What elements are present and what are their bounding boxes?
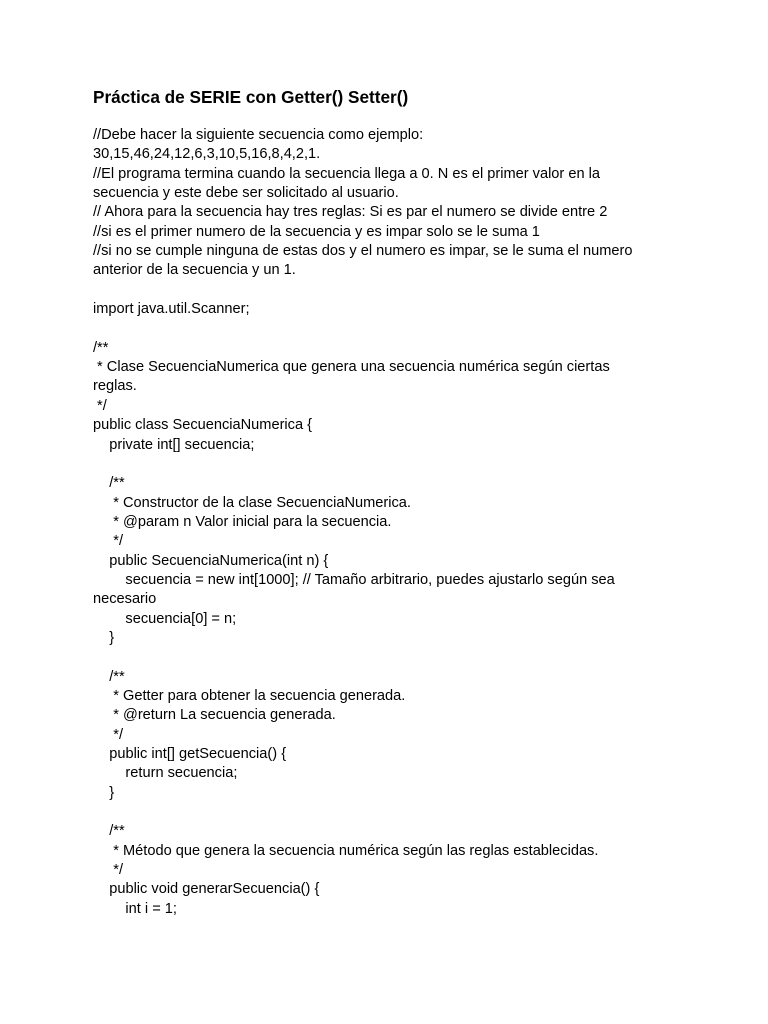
text-line <box>93 648 693 667</box>
text-line: secuencia y este debe ser solicitado al usuario. <box>93 185 399 202</box>
text-line: * @return La secuencia generada. <box>93 707 336 724</box>
text-line: //si no se cumple ninguna de estas dos y el numero es impar, se le suma el numero <box>93 243 633 260</box>
text-line <box>93 803 693 822</box>
text-line: // Ahora para la secuencia hay tres reglas: Si es par el numero se divide entre 2 <box>93 204 608 221</box>
text-line: /** <box>93 475 125 492</box>
text-line: public SecuenciaNumerica(int n) { <box>93 552 329 569</box>
text-line: //El programa termina cuando la secuencia llega a 0. N es el primer valor en la <box>93 165 600 182</box>
text-line: anterior de la secuencia y un 1. <box>93 262 296 279</box>
text-line: public int[] getSecuencia() { <box>93 746 287 762</box>
text-line <box>93 281 693 300</box>
text-line: /** <box>93 823 125 840</box>
text-line: //Debe hacer la siguiente secuencia como ejemplo: <box>93 127 424 143</box>
text-line: necesario <box>93 591 157 608</box>
text-line: //si es el primer numero de la secuencia y es impar solo se le suma 1 <box>93 223 540 240</box>
text-line: } <box>93 629 115 646</box>
text-line: */ <box>93 533 124 550</box>
text-line <box>93 319 693 338</box>
text-line: * Clase SecuenciaNumerica que genera una secuencia numérica según ciertas <box>93 359 610 376</box>
text-line: * @param n Valor inicial para la secuencia. <box>93 513 392 530</box>
page-title: Práctica de SERIE con Getter() Setter() <box>93 87 409 107</box>
text-line: private int[] secuencia; <box>93 436 255 453</box>
text-line: reglas. <box>93 378 137 395</box>
text-line: /** <box>93 339 109 356</box>
text-line: import java.util.Scanner; <box>93 301 250 318</box>
text-line: * Constructor de la clase SecuenciaNumerica. <box>93 494 411 511</box>
text-line: */ <box>93 862 124 879</box>
text-line: } <box>93 784 115 801</box>
text-line: */ <box>93 726 124 743</box>
text-line: 30,15,46,24,12,6,3,10,5,16,8,4,2,1. <box>93 146 321 163</box>
text-line: * Getter para obtener la secuencia generada. <box>93 687 406 704</box>
text-line: public void generarSecuencia() { <box>93 881 320 898</box>
text-line: */ <box>93 397 107 414</box>
text-line: secuencia = new int[1000]; // Tamaño arbitrario, puedes ajustarlo según sea <box>93 571 615 588</box>
text-line: secuencia[0] = n; <box>93 610 237 627</box>
document-body <box>93 126 693 919</box>
text-line: return secuencia; <box>93 765 238 782</box>
text-line <box>93 455 693 474</box>
text-line: * Método que genera la secuencia numérica según las reglas establecidas. <box>93 842 599 859</box>
text-line: /** <box>93 668 125 685</box>
text-line: public class SecuenciaNumerica { <box>93 417 313 434</box>
text-line: int i = 1; <box>93 900 177 917</box>
